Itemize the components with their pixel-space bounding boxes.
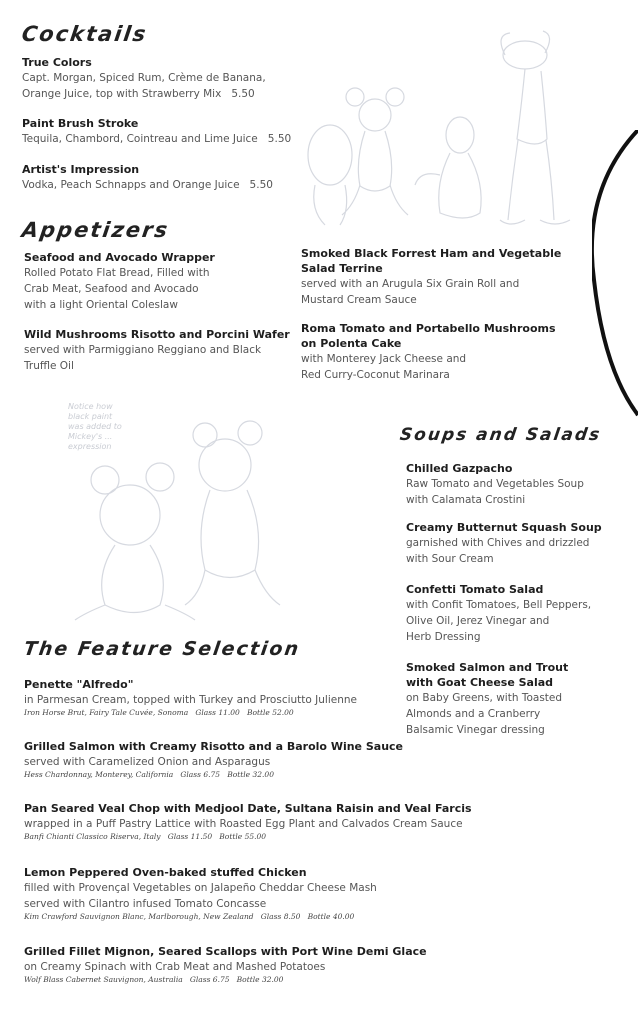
item-name: Salad Terrine bbox=[301, 262, 383, 275]
character-sketch-top bbox=[300, 25, 600, 235]
wine-glass-price: Glass 8.50 bbox=[260, 912, 301, 921]
item-desc: filled with Provençal Vegetables on Jalapeño Cheddar Cheese Mash bbox=[24, 882, 377, 894]
item-desc: Olive Oil, Jerez Vinegar and bbox=[406, 615, 550, 627]
feature-item bbox=[24, 944, 604, 984]
wine-pairing bbox=[24, 770, 604, 779]
item-name: Penette "Alfredo" bbox=[24, 678, 134, 691]
item-name: Artist's Impression bbox=[22, 163, 140, 176]
item-name: Paint Brush Stroke bbox=[22, 117, 139, 130]
item-price: 5.50 bbox=[249, 179, 273, 191]
item-desc: with Monterey Jack Cheese and bbox=[301, 353, 467, 365]
item-desc: on Baby Greens, with Toasted bbox=[406, 692, 563, 704]
item-name: on Polenta Cake bbox=[301, 337, 402, 350]
sketch-note bbox=[68, 402, 168, 452]
item-name: Roma Tomato and Portabello Mushrooms bbox=[301, 322, 556, 335]
item-desc: Red Curry-Coconut Marinara bbox=[301, 369, 450, 381]
wine-pairing bbox=[24, 832, 614, 841]
item-desc: Herb Dressing bbox=[406, 631, 481, 643]
cocktails-heading: Cocktails bbox=[20, 22, 150, 46]
item-desc: in Parmesan Cream, topped with Turkey and Prosciutto Julienne bbox=[24, 694, 357, 706]
item-desc: served with an Arugula Six Grain Roll and bbox=[301, 278, 520, 290]
item-name: Seafood and Avocado Wrapper bbox=[24, 251, 215, 264]
cocktail-item bbox=[22, 162, 312, 193]
wine-pairing bbox=[24, 912, 604, 921]
item-name: Lemon Peppered Oven-baked stuffed Chicken bbox=[24, 866, 307, 879]
item-name: Creamy Butternut Squash Soup bbox=[406, 521, 602, 534]
item-desc-line bbox=[22, 177, 312, 193]
soup-item bbox=[406, 520, 631, 567]
soup-item bbox=[406, 461, 631, 508]
wine-bottle-price: Bottle 40.00 bbox=[307, 912, 355, 921]
item-desc: with Confit Tomatoes, Bell Peppers, bbox=[406, 599, 592, 611]
sketch-note-line: Mickey's ... bbox=[68, 432, 113, 441]
appetizer-item bbox=[24, 327, 294, 374]
feature-item bbox=[24, 677, 604, 717]
sketch-note-line: expression bbox=[68, 442, 112, 451]
wine-bottle-price: Bottle 52.00 bbox=[246, 708, 294, 717]
item-desc: Tequila, Chambord, Cointreau and Lime Juice bbox=[22, 133, 258, 145]
item-desc: Rolled Potato Flat Bread, Filled with bbox=[24, 267, 210, 279]
item-name: Confetti Tomato Salad bbox=[406, 583, 544, 596]
wine-name: Wolf Blass Cabernet Sauvignon, Australia bbox=[24, 975, 183, 984]
cocktail-item bbox=[22, 55, 312, 102]
item-desc: on Creamy Spinach with Crab Meat and Mashed Potatoes bbox=[24, 961, 326, 973]
wine-bottle-price: Bottle 32.00 bbox=[227, 770, 274, 779]
wine-glass-price: Glass 11.50 bbox=[167, 832, 213, 841]
soup-item bbox=[406, 582, 631, 645]
item-desc: Balsamic Vinegar dressing bbox=[406, 724, 545, 736]
item-desc: Raw Tomato and Vegetables Soup bbox=[406, 478, 584, 490]
item-desc: Crab Meat, Seafood and Avocado bbox=[24, 283, 199, 295]
wine-name: Banfi Chianti Classico Riserva, Italy bbox=[24, 832, 161, 841]
item-name: Grilled Salmon with Creamy Risotto and a Barolo Wine Sauce bbox=[24, 740, 404, 753]
item-desc-line bbox=[22, 86, 312, 102]
wine-bottle-price: Bottle 55.00 bbox=[219, 832, 267, 841]
appetizers-heading: Appetizers bbox=[20, 218, 171, 242]
cocktail-item bbox=[22, 116, 312, 147]
item-desc: Orange Juice, top with Strawberry Mix bbox=[22, 88, 222, 100]
appetizer-item bbox=[24, 250, 294, 313]
item-name: Smoked Black Forrest Ham and Vegetable bbox=[301, 247, 562, 260]
item-desc: served with Cilantro infused Tomato Concasse bbox=[24, 898, 267, 910]
wine-pairing bbox=[24, 708, 604, 717]
wine-pairing bbox=[24, 975, 604, 984]
feature-heading: The Feature Selection bbox=[22, 638, 302, 660]
item-name: Wild Mushrooms Risotto and Porcini Wafer bbox=[24, 328, 290, 341]
appetizer-item bbox=[301, 246, 591, 308]
item-name: Grilled Fillet Mignon, Seared Scallops with Port Wine Demi Glace bbox=[24, 945, 427, 958]
circle-arc-decoration bbox=[592, 130, 638, 420]
item-price: 5.50 bbox=[267, 133, 292, 145]
soups-heading: Soups and Salads bbox=[398, 425, 603, 445]
item-desc: Almonds and a Cranberry bbox=[406, 708, 541, 720]
item-desc: Truffle Oil bbox=[24, 360, 74, 372]
wine-glass-price: Glass 6.75 bbox=[189, 975, 230, 984]
item-desc: Capt. Morgan, Spiced Rum, Crème de Banana, bbox=[22, 72, 266, 84]
item-desc: with Calamata Crostini bbox=[406, 494, 526, 506]
item-desc-line bbox=[22, 131, 312, 147]
wine-glass-price: Glass 6.75 bbox=[180, 770, 221, 779]
feature-item bbox=[24, 865, 604, 921]
item-desc: served with Caramelized Onion and Asparagus bbox=[24, 756, 271, 768]
item-desc: wrapped in a Puff Pastry Lattice with Roasted Egg Plant and Calvados Cream Sauce bbox=[24, 818, 463, 830]
item-desc: Vodka, Peach Schnapps and Orange Juice bbox=[22, 179, 240, 191]
feature-item bbox=[24, 801, 614, 841]
item-desc: garnished with Chives and drizzled bbox=[406, 537, 590, 549]
item-name: Chilled Gazpacho bbox=[406, 462, 513, 475]
wine-name: Hess Chardonnay, Monterey, California bbox=[24, 770, 174, 779]
feature-item bbox=[24, 739, 604, 779]
item-desc: served with Parmiggiano Reggiano and Black bbox=[24, 344, 262, 356]
wine-name: Kim Crawford Sauvignon Blanc, Marlborough, New Zealand bbox=[24, 912, 254, 921]
item-desc: with Sour Cream bbox=[406, 553, 494, 565]
appetizer-item bbox=[301, 321, 591, 383]
item-name: Smoked Salmon and Trout bbox=[406, 661, 569, 674]
item-name: Pan Seared Veal Chop with Medjool Date, Sultana Raisin and Veal Farcis bbox=[24, 802, 472, 815]
wine-name: Iron Horse Brut, Fairy Tale Cuvée, Sonoma bbox=[24, 708, 189, 717]
sketch-note-line: was added to bbox=[68, 422, 122, 431]
sketch-note-line: black paint bbox=[68, 412, 113, 421]
sketch-note-line: Notice how bbox=[68, 402, 113, 411]
item-desc: Mustard Cream Sauce bbox=[301, 294, 417, 306]
item-desc: with a light Oriental Coleslaw bbox=[24, 299, 178, 311]
item-price: 5.50 bbox=[231, 88, 255, 100]
item-name: True Colors bbox=[22, 56, 92, 69]
wine-glass-price: Glass 11.00 bbox=[195, 708, 240, 717]
item-name: with Goat Cheese Salad bbox=[406, 676, 554, 689]
wine-bottle-price: Bottle 32.00 bbox=[236, 975, 284, 984]
